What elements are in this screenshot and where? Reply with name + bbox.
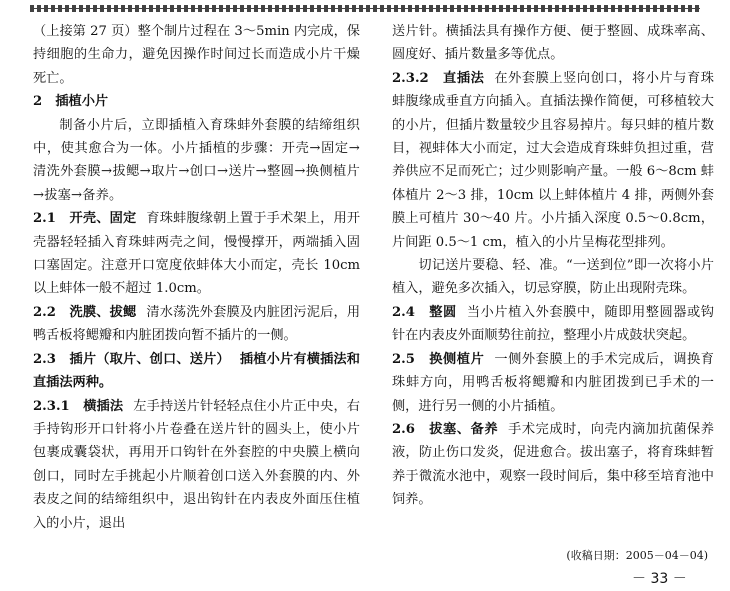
top-decorative-rule [30, 5, 700, 12]
section-2-5 [392, 348, 714, 418]
section-2-6 [392, 418, 714, 512]
section-heading-2: 2 插植小片 [33, 94, 109, 110]
section-2-6-label: 2.6 拔塞、备养 [392, 421, 499, 437]
section-2-3 [33, 348, 360, 395]
section-2-2-label: 2.2 洗膜、拔鳃 [33, 304, 137, 320]
section-2-5-text: 一侧外套膜上的手术完成后，调换育珠蚌方向，用鸭舌板将鳃瓣和内脏团拨到已手术的一侧，进行另一侧的小片插植。 [392, 351, 714, 414]
section-2-4-text: 当小片植入外套膜中，随即用整圆器或钩针在内表皮外面顺势往前拉，整理小片成鼓状突起。 [392, 304, 714, 344]
received-date: (收稿日期：2005－04－04) [566, 549, 708, 562]
section-2-4 [392, 301, 714, 348]
section-2-6-text: 手术完成时，向壳内滴加抗菌保养液，防止伤口发炎，促进愈合。拔出塞子，将育珠蚌暂养于微流水池中，观察一段时间后，集中移至培育池中饲养。 [392, 421, 714, 508]
section-2-1-text: 育珠蚌腹缘朝上置于手术架上，用开壳器轻轻插入育珠蚌两壳之间，慢慢撑开，两端插入固口塞固定。注意开口宽度依蚌体大小而定，壳长 10cm 以上蚌体一般不超过 1.0cm。 [33, 211, 361, 297]
section-2-2-text: 清水荡洗外套膜及内脏团污泥后，用鸭舌板将鳃瓣和内脏团拨向暂不插片的一侧。 [33, 304, 361, 344]
right-column [392, 20, 714, 512]
section-2-3-1-label: 2.3.1 横插法 [33, 398, 124, 414]
continued-paragraph-right: 送片针。横插法具有操作方便、便于整圆、成珠率高、圆度好、插片数量多等优点。 [392, 24, 714, 63]
section-2-4-label: 2.4 整圆 [392, 304, 457, 320]
page-number: － 33 － [632, 571, 687, 587]
left-column [33, 20, 360, 535]
section-2-3-2-text: 在外套膜上竖向创口，将小片与育珠蚌腹缘成垂直方向插入。直插法操作简便，可移植较大的小片，但插片数量较少且容易掉片。每只蚌的植片数目，视蚌体大小而定，过大会造成育珠蚌负担过重，营养供应不足而死亡；过少则影响产量。一般 6～8cm 蚌体植片 2～3 排，10cm 以上蚌体植片 4 排，两侧外套膜上可植片 30～40 片。小片插入深度 0.5～0.8cm，片间距 0.5～1 cm，植入的小片呈梅花型排列。 [392, 70, 714, 250]
section-2-1 [33, 207, 360, 301]
continued-paragraph: （上接第 27 页）整个制片过程在 3～5min 内完成，保持细胞的生命力，避免因操作时间过长而造成小片干燥死亡。 [33, 24, 360, 86]
section-2-3-1-text: 左手持送片针轻轻点住小片正中央，右手持钩形开口针将小片卷叠在送片针的圆头上，使小片包裹成囊袋状，再用开口钩针在外套腔的中央膜上横向创口，同时左手挑起小片顺着创口送入外套膜的内、外表皮之间的结缔组织中，退出钩针在内表皮外面压住植入的小片，退出 [33, 398, 360, 531]
section-2-3-1 [33, 395, 360, 535]
tip-paragraph: 切记送片要稳、轻、准。“一送到位”即一次将小片植入，避免多次插入，切忌穿膜，防止出现附壳珠。 [392, 258, 714, 297]
section-2-3-2-label: 2.3.2 直插法 [392, 70, 485, 86]
procedure-paragraph: 制备小片后，立即插植入育珠蚌外套膜的结缔组织中，使其愈合为一体。小片插植的步骤：开壳→固定→清洗外套膜→拔鳃→取片→创口→送片→整圆→换侧植片→拔塞→备养。 [33, 117, 360, 203]
section-2-3-2 [392, 67, 714, 254]
section-2-1-label: 2.1 开壳、固定 [33, 211, 137, 227]
section-2-3-text: 插植小片有横插法和直插法两种。 [33, 351, 360, 391]
section-2-3-label: 2.3 插片（取片、创口、送片） [33, 351, 230, 367]
section-2-2 [33, 301, 360, 348]
section-2-5-label: 2.5 换侧植片 [392, 351, 485, 367]
